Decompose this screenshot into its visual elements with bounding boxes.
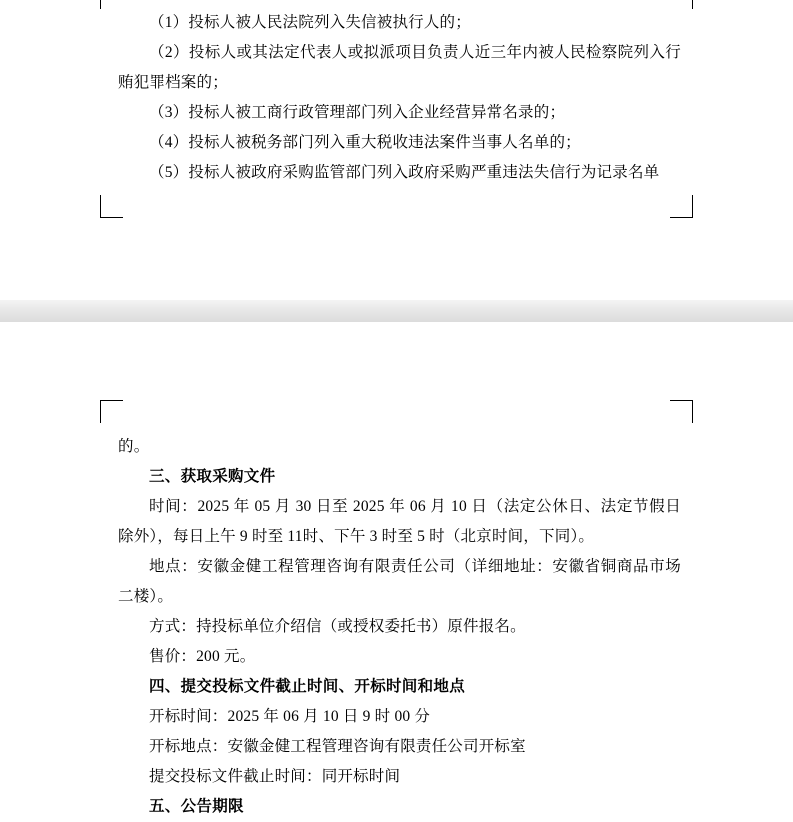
crop-mark-bottom-left — [100, 195, 123, 218]
list-item: （5）投标人被政府采购监管部门列入政府采购严重违法失信行为记录名单 — [149, 164, 660, 181]
continuation-text: 的。 — [118, 438, 150, 455]
section-three-item: 方式：持投标单位介绍信（或授权委托书）原件报名。 — [149, 618, 526, 635]
list-item: （2）投标人或其法定代表人或拟派项目负责人近三年内被人民检察院列入行贿犯罪档案的； — [118, 44, 681, 91]
section-four-item: 提交投标文件截止时间：同开标时间 — [149, 768, 401, 785]
document-page-one — [0, 0, 793, 300]
page-one-top-spacer — [118, 0, 681, 8]
list-item: （3）投标人被工商行政管理部门列入企业经营异常名录的； — [149, 104, 566, 121]
section-four-item: 开标地点：安徽金健工程管理咨询有限责任公司开标室 — [149, 738, 526, 755]
section-heading-three: 三、获取采购文件 — [149, 468, 276, 485]
page-separator-shadow — [0, 300, 793, 322]
page-one-body — [0, 0, 793, 188]
section-heading-five: 五、公告期限 — [149, 798, 244, 815]
section-three-item: 售价：200 元。 — [149, 648, 256, 665]
list-item: （1）投标人被人民法院列入失信被执行人的； — [149, 14, 471, 31]
crop-mark-bottom-right — [670, 195, 693, 218]
section-heading-four: 四、提交投标文件截止时间、开标时间和地点 — [149, 678, 466, 695]
section-four-item: 开标时间：2025 年 06 月 10 日 9 时 00 分 — [149, 708, 431, 725]
page-separator — [0, 300, 793, 322]
page-two-body — [0, 322, 793, 822]
section-three-item: 时间：2025 年 05 月 30 日至 2025 年 06 月 10 日（法定公休日、法定节假日除外），每日上午 9 时至 11时、下午 3 时至 5 时（北京时间，下同）。 — [118, 498, 681, 545]
document-page-two — [0, 322, 793, 821]
section-three-item: 地点：安徽金健工程管理咨询有限责任公司（详细地址：安徽省铜商品市场二楼）。 — [118, 558, 681, 605]
list-item: （4）投标人被税务部门列入重大税收违法案件当事人名单的； — [149, 134, 581, 151]
